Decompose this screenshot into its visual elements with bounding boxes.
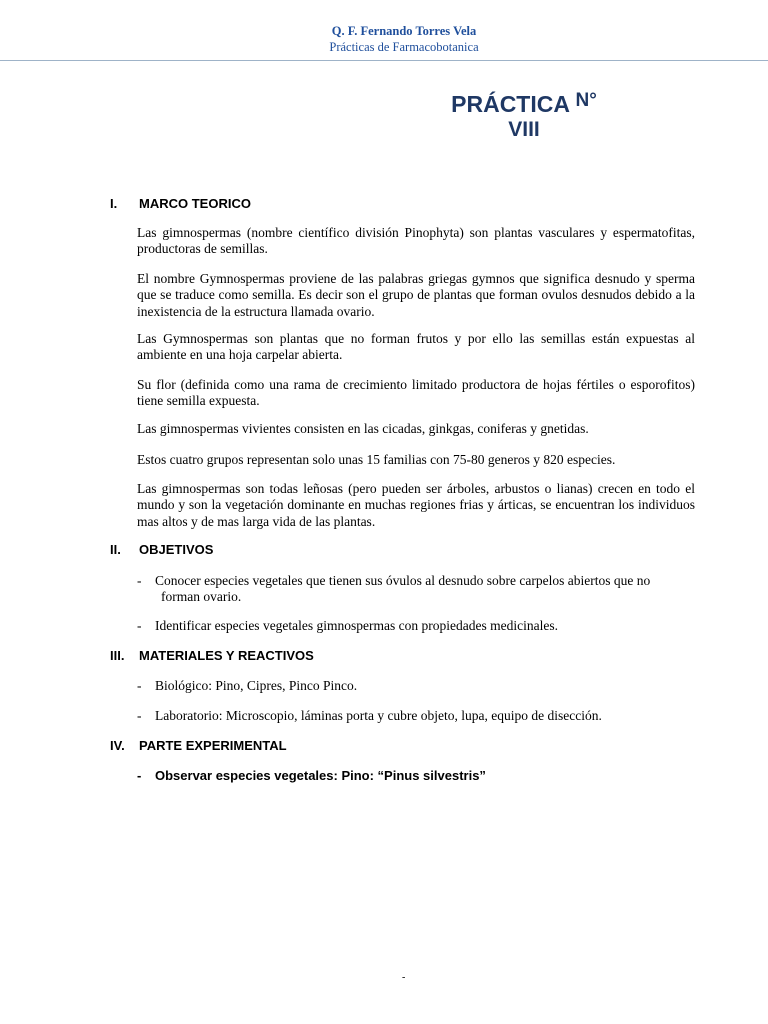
section-number: IV. [110, 738, 125, 753]
title-number-sign: N° [575, 90, 597, 111]
section-heading-objetivos [110, 542, 213, 557]
list-dash: - [137, 678, 142, 693]
list-dash: - [137, 708, 142, 723]
list-item-text: Observar especies vegetales: Pino: “Pinus silvestris” [155, 768, 486, 783]
paragraph: Estos cuatro grupos representan solo unas 15 familias con 75-80 generos y 820 especies. [137, 452, 616, 467]
list-item-text: Biológico: Pino, Cipres, Pinco Pinco. [155, 678, 358, 693]
title-word: PRÁCTICA [451, 91, 570, 117]
section-title: PARTE EXPERIMENTAL [139, 738, 287, 753]
list-item [137, 573, 697, 606]
section-title: MATERIALES Y REACTIVOS [139, 648, 314, 663]
list-dash: - [137, 618, 142, 633]
document-title-numeral: VIII [508, 118, 540, 141]
list-dash: - [137, 768, 142, 783]
list-dash: - [137, 573, 142, 588]
list-item-text: Identificar especies vegetales gimnospermas con propiedades medicinales. [155, 618, 558, 633]
paragraph: Las gimnospermas (nombre científico división Pinophyta) son plantas vasculares y espermatofitas, productoras de semillas. [137, 225, 695, 257]
list-item [137, 678, 697, 694]
paragraph: El nombre Gymnospermas proviene de las palabras griegas gymnos que significa desnudo y sperma que se traduce como semilla. Es decir son el grupo de plantas que forman ovulos desnudos debido a la inexistencia de la estructura llamada ovario. [137, 271, 695, 319]
footer-mark: - [402, 972, 406, 983]
section-title: OBJETIVOS [139, 542, 214, 557]
list-item [137, 618, 697, 634]
section-heading-materiales [110, 648, 314, 663]
paragraph: Su flor (definida como una rama de crecimiento limitado productora de hojas fértiles o esporofitos) tiene semilla expuesta. [137, 377, 695, 409]
section-heading-experimental [110, 738, 287, 753]
section-heading-marco [110, 196, 251, 211]
list-item [137, 708, 697, 724]
section-number: II. [110, 542, 121, 557]
paragraph: Las gimnospermas son todas leñosas (pero pueden ser árboles, arbustos o lianas) crecen en todo el mundo y son la vegetación dominante en muchas regiones frias y árticas, se encuentran los individuos mas altos y de mas larga vida de las plantas. [137, 481, 695, 529]
header-divider [0, 60, 768, 61]
list-item-continuation: forman ovario. [161, 589, 242, 605]
section-number: I. [110, 196, 118, 211]
document-title [140, 90, 768, 118]
list-item-text: Laboratorio: Microscopio, láminas porta y cubre objeto, lupa, equipo de disección. [155, 708, 602, 723]
paragraph: Las Gymnospermas son plantas que no forman frutos y por ello las semillas están expuestas al ambiente en una hoja carpelar abierta. [137, 331, 695, 363]
header-author: Q. F. Fernando Torres Vela [331, 24, 477, 38]
list-item-text: Conocer especies vegetales que tienen sus óvulos al desnudo sobre carpelos abiertos que no [155, 573, 651, 588]
paragraph: Las gimnospermas vivientes consisten en las cicadas, ginkgas, coniferas y gnetidas. [137, 421, 589, 436]
header-course: Prácticas de Farmacobotanica [329, 40, 479, 54]
section-title: MARCO TEORICO [139, 196, 251, 211]
section-number: III. [110, 648, 125, 663]
list-item [137, 768, 697, 784]
